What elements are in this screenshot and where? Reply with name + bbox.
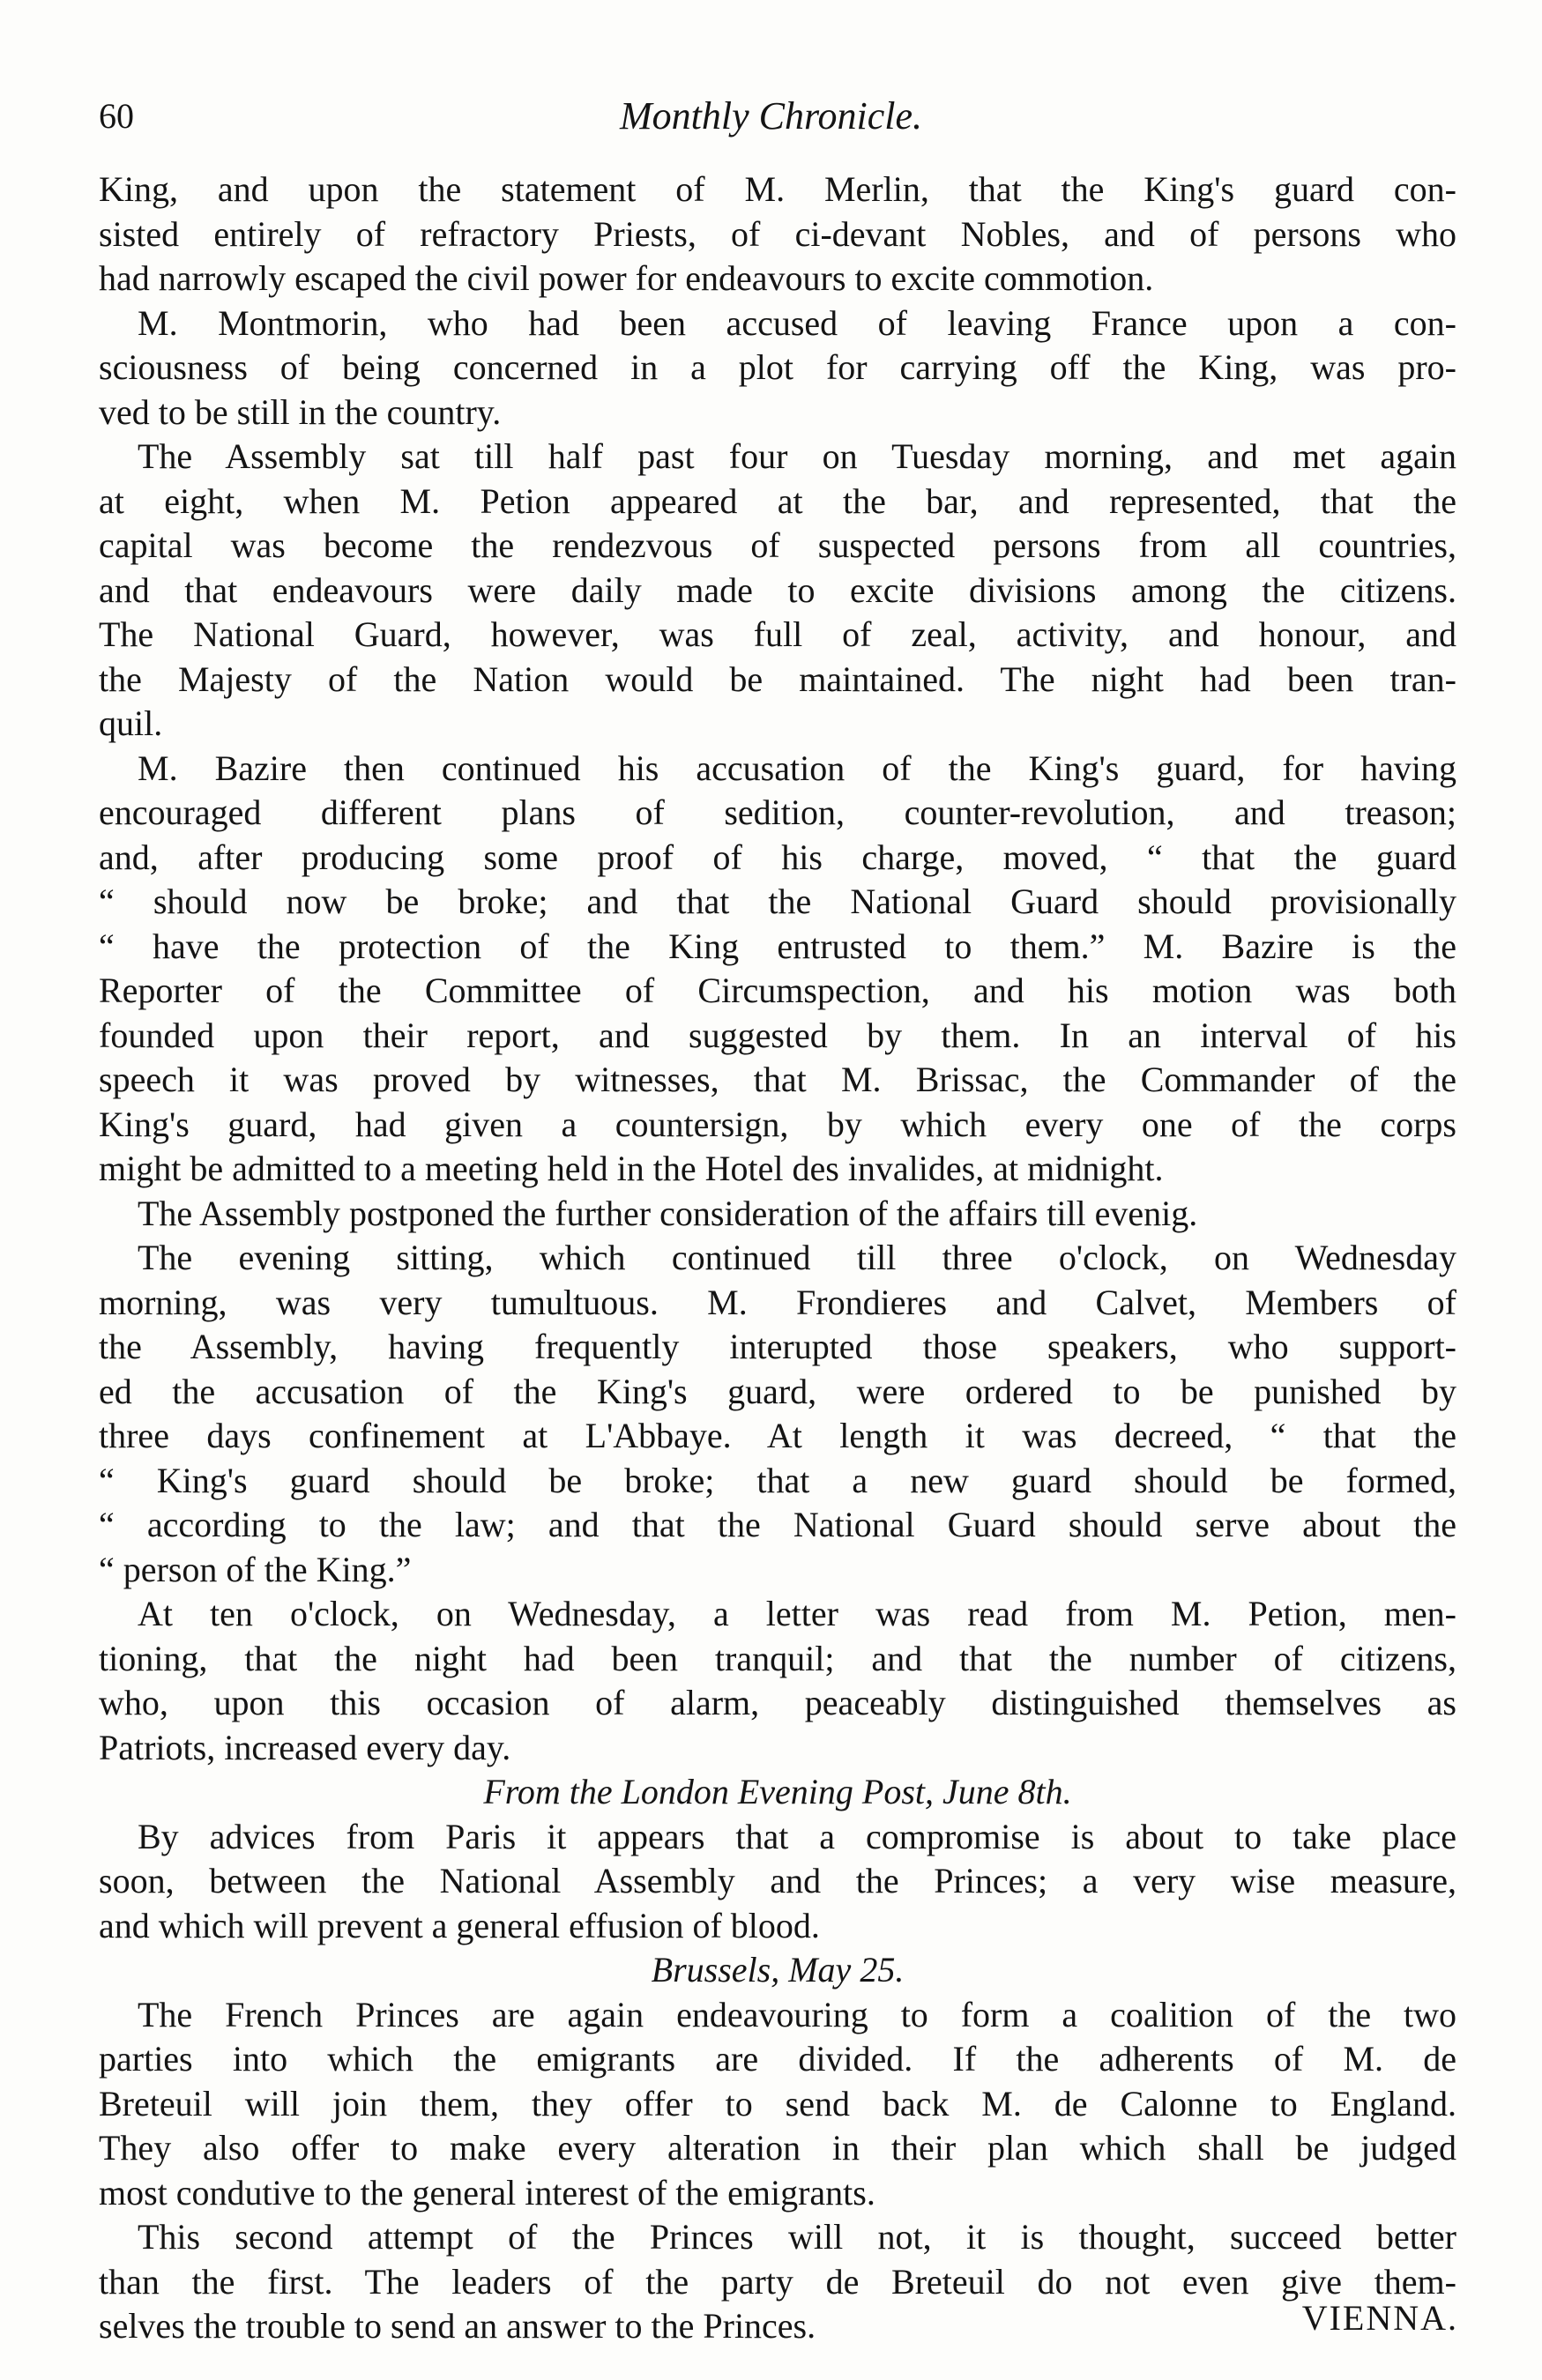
text-line: King, and upon the statement of M. Merlin, that the King's guard con-: [99, 169, 1456, 209]
text-line: sciousness of being concerned in a plot for carrying off the King, was pro-: [99, 347, 1456, 387]
text-line: morning, was very tumultuous. M. Frondieres and Calvet, Members of: [99, 1282, 1456, 1322]
text-line: The Assembly sat till half past four on Tuesday morning, and met again: [138, 436, 1456, 476]
page-number: 60: [99, 96, 134, 136]
text-line: Breteuil will join them, they offer to send back M. de Calonne to England.: [99, 2083, 1456, 2123]
text-line: might be admitted to a meeting held in the Hotel des invalides, at midnight.: [99, 1149, 1164, 1188]
text-line: encouraged different plans of sedition, counter-revolution, and treason;: [99, 792, 1456, 832]
text-line: the Assembly, having frequently interupted those speakers, who support-: [99, 1327, 1456, 1366]
text-line: had narrowly escaped the civil power for endeavours to excite commotion.: [99, 258, 1154, 298]
section-heading: Brussels, May 25.: [651, 1950, 905, 1990]
text-line: and that endeavours were daily made to excite divisions among the citizens.: [99, 569, 1456, 610]
text-line: founded upon their report, and suggested by them. In an interval of his: [99, 1015, 1456, 1055]
text-line: who, upon this occasion of alarm, peaceably distinguished themselves as: [99, 1683, 1456, 1722]
section-heading: From the London Evening Post, June 8th.: [483, 1772, 1072, 1811]
text-line: than the first. The leaders of the party de Breteuil do not even give them-: [99, 2261, 1456, 2302]
text-line: the Majesty of the Nation would be maintained. The night had been tran-: [99, 658, 1456, 699]
text-line: ved to be still in the country.: [99, 391, 502, 432]
text-line: King's guard, had given a countersign, by which every one of the corps: [99, 1104, 1456, 1144]
text-line: The National Guard, however, was full of zeal, activity, and honour, and: [99, 614, 1456, 654]
body-text: [99, 167, 1456, 2349]
text-line: soon, between the National Assembly and the Princes; a very wise measure,: [99, 1861, 1456, 1900]
text-line: The Assembly postponed the further consideration of the affairs till evenig.: [138, 1193, 1198, 1233]
text-line: “ have the protection of the King entrusted to them.” M. Bazire is the: [99, 926, 1456, 966]
text-line: capital was become the rendezvous of suspected persons from all countries,: [99, 525, 1456, 565]
text-line: M. Bazire then continued his accusation of the King's guard, for having: [138, 747, 1456, 788]
text-line: Reporter of the Committee of Circumspection, and his motion was both: [99, 971, 1456, 1010]
text-line: They also offer to make every alteration in their plan which shall be judged: [99, 2128, 1456, 2168]
text-line: selves the trouble to send an answer to the Princes.: [99, 2306, 816, 2346]
text-line: “ King's guard should be broke; that a new guard should be formed,: [99, 1460, 1456, 1500]
text-line: At ten o'clock, on Wednesday, a letter was read from M. Petion, men-: [138, 1594, 1456, 1633]
text-line: Patriots, increased every day.: [99, 1727, 511, 1767]
text-line: “ should now be broke; and that the National Guard should provisionally: [99, 881, 1456, 921]
text-line: quil.: [99, 703, 163, 743]
text-line: “ person of the King.”: [99, 1549, 412, 1589]
running-title: Monthly Chronicle.: [620, 94, 922, 138]
text-line: By advices from Paris it appears that a compromise is about to take place: [138, 1816, 1456, 1856]
text-line: at eight, when M. Petion appeared at the bar, and represented, that the: [99, 480, 1456, 521]
text-line: three days confinement at L'Abbaye. At length it was decreed, “ that the: [99, 1416, 1456, 1455]
text-line: The evening sitting, which continued till three o'clock, on Wednesday: [138, 1238, 1456, 1277]
text-line: and which will prevent a general effusion of blood.: [99, 1905, 820, 1945]
text-line: The French Princes are again endeavouring to form a coalition of the two: [138, 1994, 1456, 2034]
text-line: and, after producing some proof of his charge, moved, “ that the guard: [99, 837, 1456, 877]
text-line: tioning, that the night had been tranquil; and that the number of citizens,: [99, 1638, 1456, 1678]
text-line: ed the accusation of the King's guard, were ordered to be punished by: [99, 1371, 1456, 1411]
text-line: parties into which the emigrants are divided. If the adherents of M. de: [99, 2039, 1456, 2079]
text-line: M. Montmorin, who had been accused of leaving France upon a con-: [138, 302, 1456, 343]
text-line: sisted entirely of refractory Priests, of ci-devant Nobles, and of persons who: [99, 213, 1456, 254]
text-line: speech it was proved by witnesses, that M. Brissac, the Commander of the: [99, 1060, 1456, 1099]
catchword: VIENNA.: [1301, 2298, 1458, 2338]
text-line: most condutive to the general interest of the emigrants.: [99, 2172, 875, 2213]
text-line: “ according to the law; and that the National Guard should serve about the: [99, 1505, 1456, 1544]
text-line: This second attempt of the Princes will not, it is thought, succeed better: [138, 2217, 1456, 2257]
